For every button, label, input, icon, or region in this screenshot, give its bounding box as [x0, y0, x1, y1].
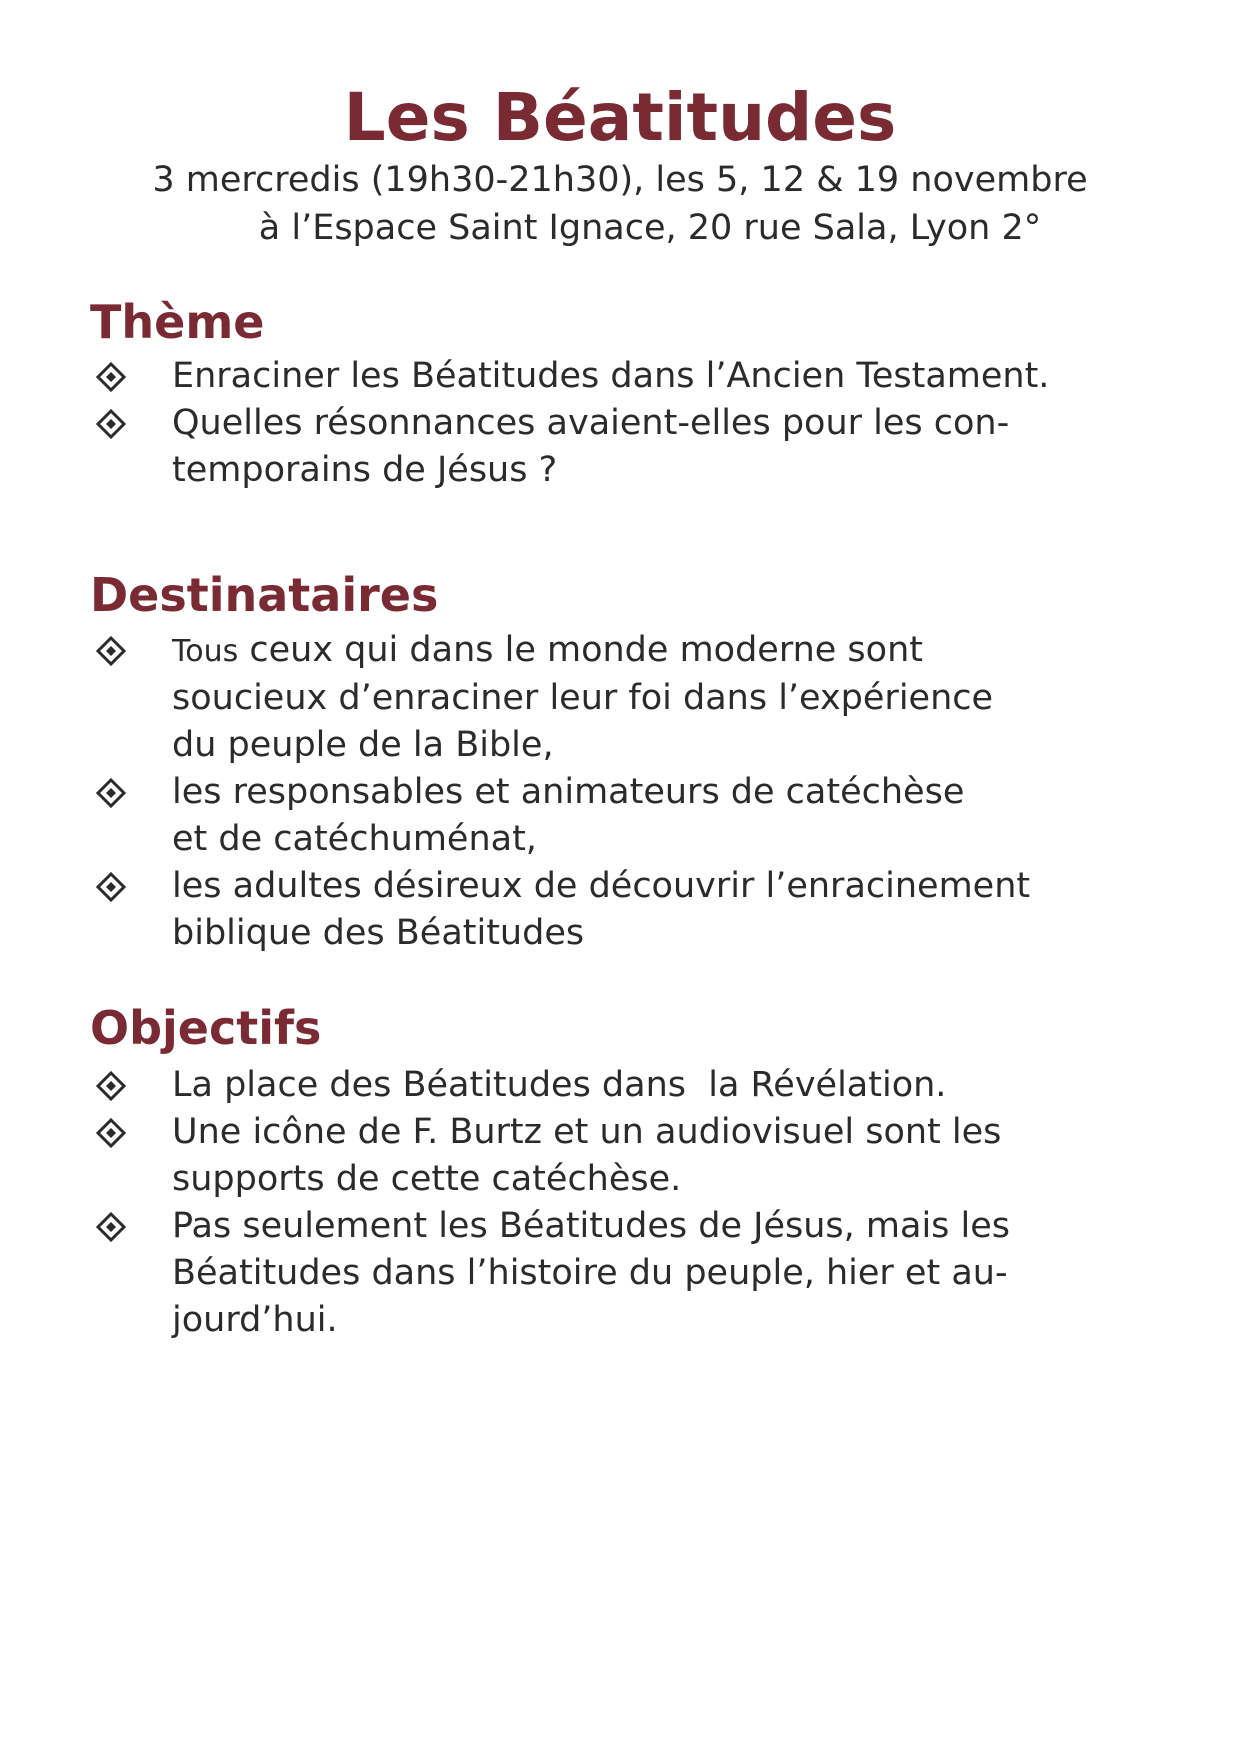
- list-item-first-word: Tous: [172, 634, 239, 669]
- destinataires-list: [90, 627, 1170, 957]
- diamond-bullet-icon: [96, 1118, 126, 1148]
- objectifs-list: [90, 1062, 1170, 1344]
- list-item: [90, 353, 1170, 400]
- section-heading-destinataires: Destinataires: [90, 568, 439, 622]
- list-item-text: les adultes désireux de découvrir l’enracinement biblique des Béatitudes: [172, 866, 1031, 953]
- diamond-bullet-icon: [96, 872, 126, 902]
- event-location: à l’Espace Saint Ignace, 20 rue Sala, Lyon 2°: [258, 208, 1042, 248]
- section-heading-objectifs: Objectifs: [90, 1001, 322, 1055]
- list-item: [90, 400, 1170, 494]
- list-item-text: La place des Béatitudes dans la Révélation.: [172, 1065, 947, 1105]
- diamond-bullet-icon: [96, 409, 126, 439]
- list-item: [90, 1203, 1170, 1344]
- list-item-rest: ceux qui dans le monde moderne sont soucieux d’enraciner leur foi dans l’expérience du peuple de la Bible,: [172, 630, 994, 765]
- theme-list: [90, 353, 1170, 494]
- list-item-text: Quelles résonnances avaient-elles pour les con- temporains de Jésus ?: [172, 403, 1010, 490]
- event-schedule: 3 mercredis (19h30-21h30), les 5, 12 & 19 novembre: [152, 160, 1088, 200]
- list-item: [90, 769, 1170, 863]
- list-item: [90, 1109, 1170, 1203]
- list-item: [90, 627, 1170, 769]
- list-item-text: Pas seulement les Béatitudes de Jésus, mais les Béatitudes dans l’histoire du peuple, hier et au- jourd’hui.: [172, 1206, 1011, 1340]
- diamond-bullet-icon: [96, 778, 126, 808]
- diamond-bullet-icon: [96, 636, 126, 666]
- list-item: [90, 863, 1170, 957]
- diamond-bullet-icon: [96, 362, 126, 392]
- diamond-bullet-icon: [96, 1212, 126, 1242]
- list-item-text: les responsables et animateurs de catéchèse et de catéchuménat,: [172, 772, 965, 859]
- list-item: [90, 1062, 1170, 1109]
- list-item-text: Enraciner les Béatitudes dans l’Ancien Testament.: [172, 356, 1050, 396]
- list-item-text: Une icône de F. Burtz et un audiovisuel sont les supports de cette catéchèse.: [172, 1112, 1002, 1199]
- page-title: Les Béatitudes: [343, 79, 897, 156]
- section-heading-theme: Thème: [90, 295, 265, 349]
- diamond-bullet-icon: [96, 1071, 126, 1101]
- list-item-text: [172, 630, 993, 765]
